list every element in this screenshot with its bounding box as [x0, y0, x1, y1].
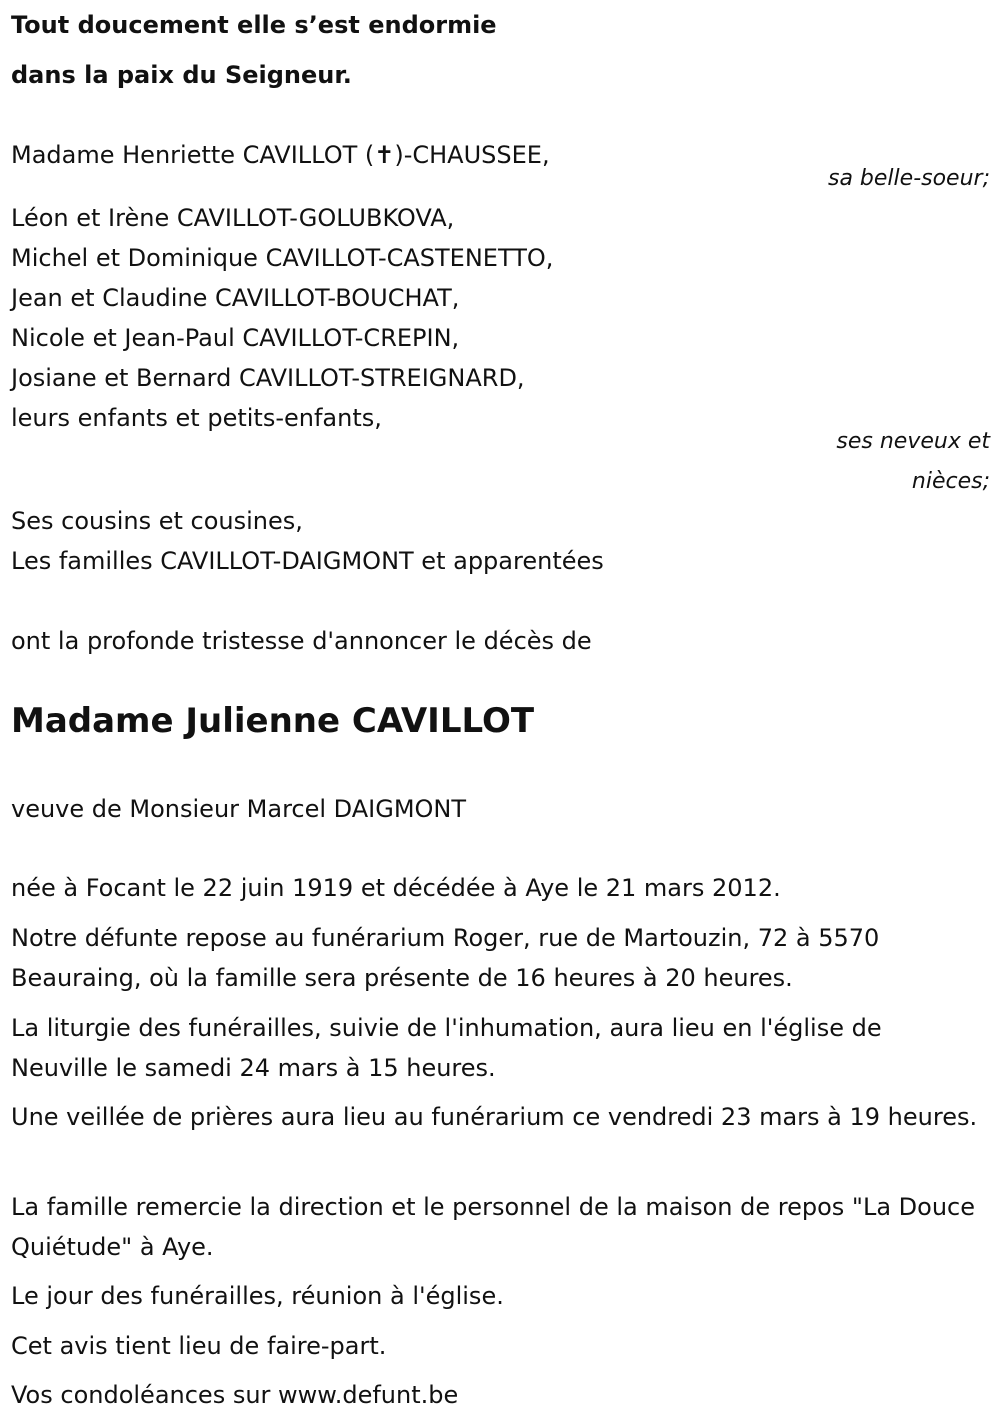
belle-soeur-name: Madame Henriette CAVILLOT (✝)-CHAUSSEE, [11, 141, 550, 169]
widow-of-line: veuve de Monsieur Marcel DAIGMONT [11, 795, 467, 823]
announcement-line: ont la profonde tristesse d'annoncer le décès de [11, 627, 592, 655]
deceased-name: Madame Julienne CAVILLOT [11, 701, 535, 741]
nephew-line: leurs enfants et petits-enfants, [11, 404, 382, 432]
cousins-line: Ses cousins et cousines, [11, 507, 303, 535]
detail-paragraph: La famille remercie la direction et le personnel de la maison de repos "La Douce Quiétude" à Aye. [11, 1193, 975, 1261]
nephew-line: Jean et Claudine CAVILLOT-BOUCHAT, [11, 284, 460, 312]
detail-paragraph: Le jour des funérailles, réunion à l'église. [11, 1282, 504, 1310]
intro-line-2: dans la paix du Seigneur. [11, 61, 352, 89]
detail-paragraph: La liturgie des funérailles, suivie de l'inhumation, aura lieu en l'église de Neuville le samedi 24 mars à 15 heures. [11, 1014, 882, 1082]
intro-line-1: Tout doucement elle s’est endormie [11, 11, 497, 39]
detail-paragraph: Cet avis tient lieu de faire-part. [11, 1332, 387, 1360]
detail-paragraph: née à Focant le 22 juin 1919 et décédée à Aye le 21 mars 2012. [11, 874, 781, 902]
families-line: Les familles CAVILLOT-DAIGMONT et apparentées [11, 547, 604, 575]
condolences-line: Vos condoléances sur www.defunt.be [11, 1381, 459, 1409]
nephew-line: Nicole et Jean-Paul CAVILLOT-CREPIN, [11, 324, 460, 352]
nephews-role-line-1: ses neveux et [836, 429, 990, 454]
belle-soeur-role: sa belle-soeur; [828, 166, 990, 191]
nephew-line: Josiane et Bernard CAVILLOT-STREIGNARD, [11, 364, 525, 392]
detail-paragraph: Une veillée de prières aura lieu au funérarium ce vendredi 23 mars à 19 heures. [11, 1103, 978, 1131]
nephew-line: Michel et Dominique CAVILLOT-CASTENETTO, [11, 244, 554, 272]
nephew-line: Léon et Irène CAVILLOT-GOLUBKOVA, [11, 204, 455, 232]
nephews-role-line-2: nièces; [911, 469, 990, 494]
detail-paragraph: Notre défunte repose au funérarium Roger, rue de Martouzin, 72 à 5570 Beauraing, où la famille sera présente de 16 heures à 20 heures. [11, 924, 880, 992]
